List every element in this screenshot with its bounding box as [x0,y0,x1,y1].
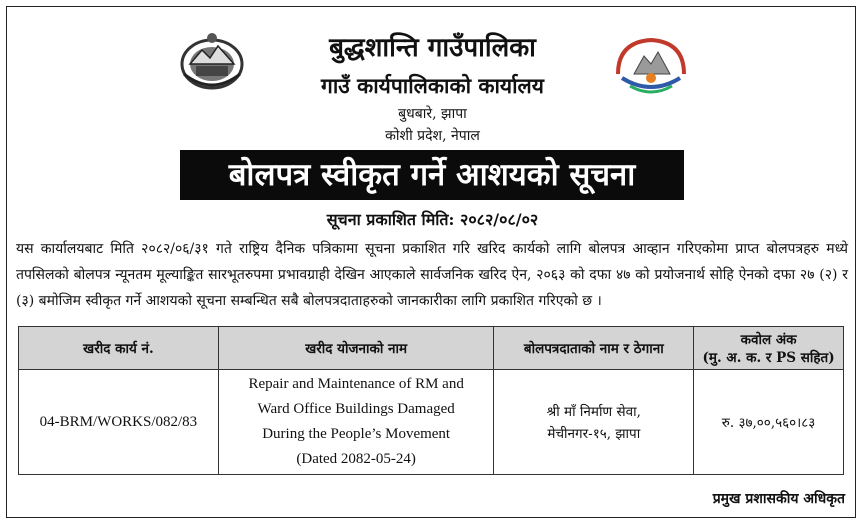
header-bid-amount-line2: (मु. अ. क. र PS सहित) [702,350,835,366]
bidder-cell [494,370,694,475]
project-line: During the People’s Movement [262,426,451,442]
project-line: Repair and Maintenance of RM and [248,376,464,392]
header-bid-amount-line1: कवोल अंक [740,332,797,348]
header-bid-amount [694,327,844,370]
header-contract-no: खरीद कार्य नं. [19,327,219,370]
header-project-name: खरीद योजनाको नाम [218,327,494,370]
notice-body: यस कार्यालयबाट मिति २०८२/०६/३१ गते राष्ट्रिय दैनिक पत्रिकामा सूचना प्रकाशित गरि खरिद कार्यको लागि बोलपत्र आव्हान गरिएकोमा प्राप्त बोलपत्रहरु मध्ये तपसिलको बोलपत्र न्यूनतम मूल्याङ्कित सारभूतरुपमा प्रभावग्राही देखिन आएकाले सार्वजनिक खरिद ऐन, २०६३ को दफा ४७ को प्रयोजनार्थ सोहि ऐनको दफा २७ (२) र (३) बमोजिम स्वीकृत गर्ने आशयको सूचना सम्बन्धित सबै बोलपत्रदाताहरुको जानकारीका लागि प्रकाशित गरिएको छ । [16,241,848,309]
contract-no-cell: 04-BRM/WORKS/082/83 [19,370,219,475]
header-bidder: बोलपत्रदाताको नाम र ठेगाना [494,327,694,370]
office-name: गाउँ कार्यपालिकाको कार्यालय [321,73,544,98]
bidder-address: मेचीनगर-१५, झापा [547,426,641,442]
bid-table [18,326,844,475]
signer-title: प्रमुख प्रशासकीय अधिकृत [712,491,845,507]
table-row [19,370,844,475]
address-line-1: बुधबारे, झापा [398,106,467,122]
notice-banner-title: बोलपत्र स्वीकृत गर्ने आशयको सूचना [180,150,684,200]
project-name-cell [218,370,494,475]
bid-amount-cell: रु. ३७,००,५६०।८३ [694,370,844,475]
project-line: (Dated 2082-05-24) [296,451,416,467]
published-date: सूचना प्रकाशित मिति: २०८२/०८/०२ [326,210,539,229]
project-line: Ward Office Buildings Damaged [257,401,455,417]
bidder-name: श्री माँ निर्माण सेवा, [546,404,641,420]
municipality-name: बुद्धशान्ति गाउँपालिका [329,33,536,63]
table-header-row [19,327,844,370]
address-line-2: कोशी प्रदेश, नेपाल [385,128,480,144]
